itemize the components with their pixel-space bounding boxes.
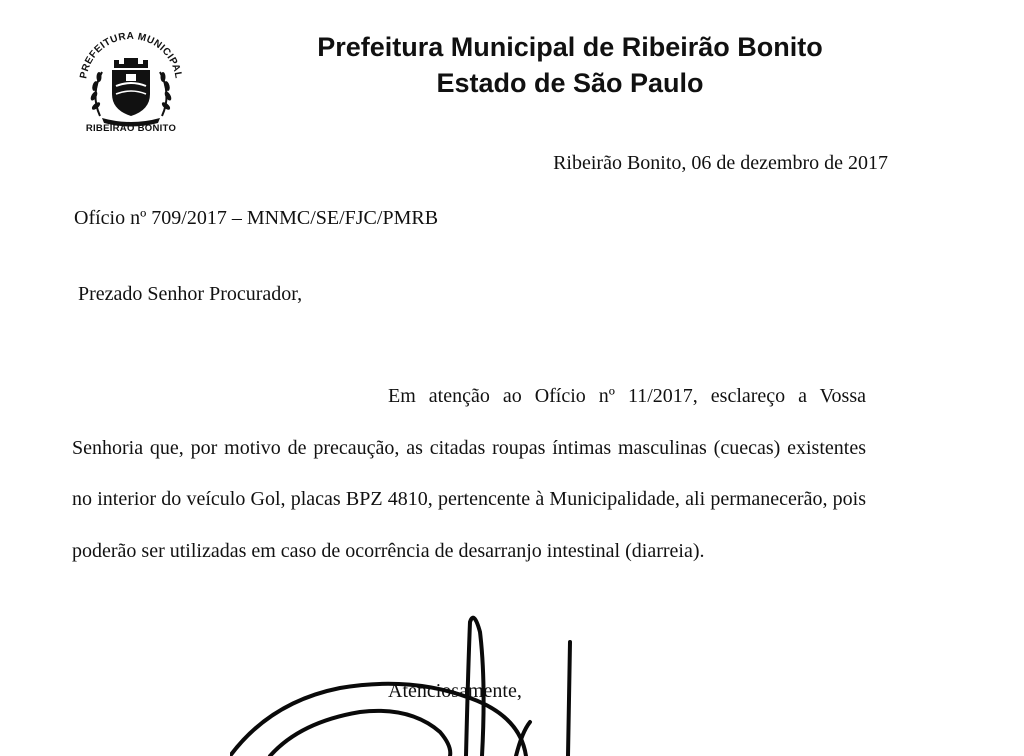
letter-body: Em atenção ao Ofício nº 11/2017, esclareço a Vossa Senhoria que, por motivo de precaução, as citadas roupas íntimas masculinas (cuecas) existentes no interior do veículo Gol, placas BPZ 4810, pertencente à Municipalidade, ali permanecerão, pois poderão ser utilizadas em caso de ocorrência de desarranjo intestinal (diarreia). — [72, 385, 866, 562]
municipal-logo — [72, 24, 190, 136]
salutation: Prezado Senhor Procurador, — [78, 283, 303, 305]
logo-town-name: RIBEIRÃO BONITO — [85, 123, 177, 134]
signature-icon — [230, 612, 590, 756]
place-date: Ribeirão Bonito, 06 de dezembro de 2017 — [553, 152, 888, 174]
state-name: Estado de São Paulo — [436, 68, 704, 98]
closing: Atenciosamente, — [388, 680, 522, 702]
coat-of-arms-icon — [72, 24, 190, 136]
svg-text:PREFEITURA MUNICIPAL: PREFEITURA MUNICIPAL — [78, 30, 184, 80]
municipality-name: Prefeitura Municipal de Ribeirão Bonito — [317, 32, 823, 62]
letterhead-title — [240, 30, 900, 100]
signature-area — [230, 612, 590, 756]
document-reference: Ofício nº 709/2017 – MNMC/SE/FJC/PMRB — [74, 207, 439, 229]
